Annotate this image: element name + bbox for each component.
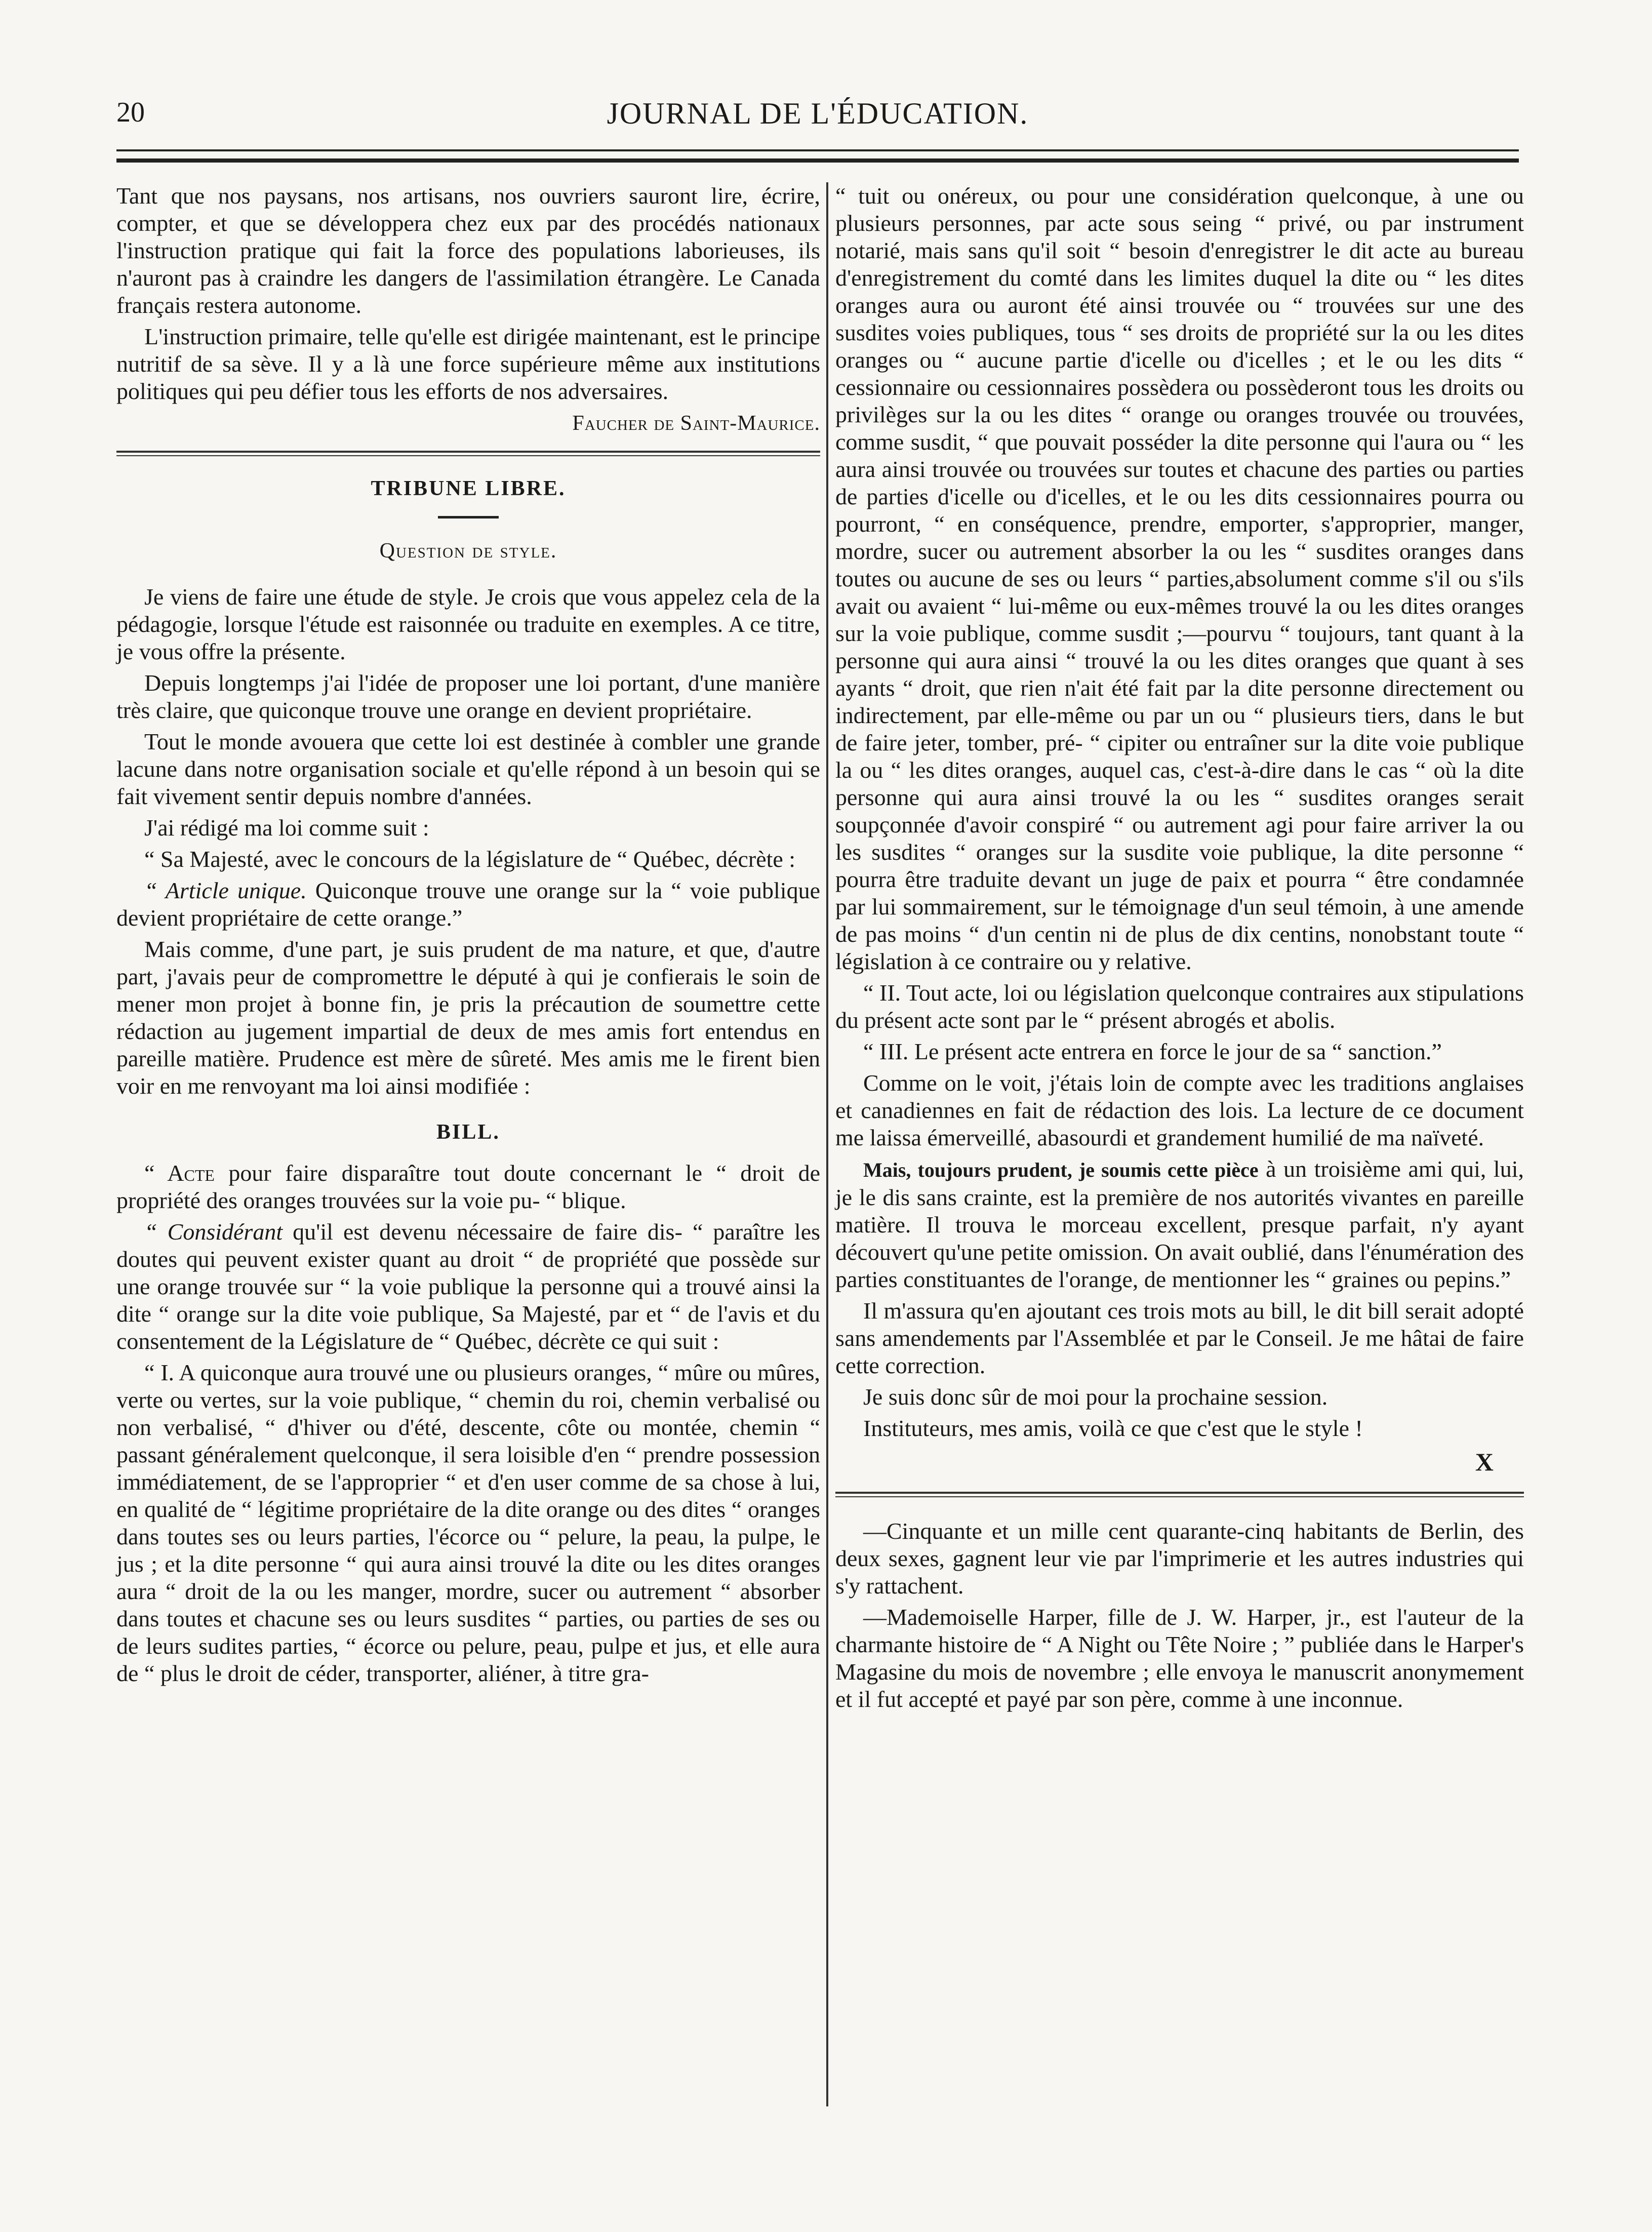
bill-article-2: “ II. Tout acte, loi ou législation quelconque contraires aux stipulations du présent acte sont par le “ présent abrogés et abolis. bbox=[835, 980, 1524, 1033]
commentary-paragraph: Il m'assura qu'en ajoutant ces trois mots au bill, le dit bill serait adopté sans amendements par l'Assemblée et par le Conseil. Je me hâtai de faire cette correction. bbox=[835, 1298, 1524, 1378]
commentary-paragraph: Je suis donc sûr de moi pour la prochaine session. bbox=[863, 1384, 1328, 1410]
article-paragraph: Mais comme, d'une part, je suis prudent de ma nature, et que, d'autre part, j'avais peur de compromettre le député à qui je confierais le soin de mener mon projet à bonne fin, je pris la précaution de soumettre cette rédaction au jugement impartial de deux de mes amis fort entendus en pareille matière. Prudence est mère de sûreté. Mes amis me le firent bien voir en me renvoyant ma loi ainsi modifiée : bbox=[116, 936, 820, 1099]
bill-continued: “ tuit ou onéreux, ou pour une considération quelconque, à une ou plusieurs personnes, par acte sous seing “ privé, ou par instrument notarié, mais sans qu'il soit “ besoin d'enregistrer le dit acte au bureau d'enregistrement du comté dans les limites duquel la dite ou “ les dites oranges aura ou auront été ainsi trouvée ou “ trouvées sur une des susdites voies publiques, tous “ ses droits de propriété sur la ou les dites oranges ou “ aucune partie d'icelle ou d'icelles ; et le ou les dits “ cessionnaire ou cessionnaires possèdera ou possèderont tous les droits ou privilèges sur la ou les dites “ orange ou oranges trouvée ou trouvées, comme susdit, “ que pouvait posséder la dite personne qui l'aura ou “ les aura ainsi trouvée ou trouvées sur toutes et chacune des parties ou parties de parties d'icelle ou d'icelles, et le ou les dits cessionnaires pourra ou pourront, “ en conséquence, prendre, emporter, s'approprier, manger, mordre, sucer ou autrement absorber la ou les “ susdites oranges dans toutes ou aucune de ses ou leurs “ parties,absolument comme s'il ou s'ils avait ou avaient “ lui-même ou eux-mêmes trouvé la ou les dites oranges sur la voie publique, comme susdit ;—pourvu “ toujours, tant quant à la personne qui aura ainsi “ trouvé la ou les dites oranges que quant à ses ayants “ droit, que rien n'ait été fait par la dite personne directement ou indirectement, par elle-même ou par un ou “ plusieurs tiers, dans le but de faire jeter, tomber, pré- “ cipiter ou entraîner sur la dite voie publique la ou “ les dites oranges, auquel cas, c'est-à-dire dans le cas “ où la dite personne qui aura ainsi trouvé la ou les “ susdites oranges serait soupçonnée d'avoir conspiré “ ou autrement agi pour faire arriver la ou les susdites “ oranges sur la susdite voie publique, la dite personne “ pourra être traduite devant un juge de paix et pourra “ être condamnée par lui sommairement, sur le témoignage d'un seul témoin, à une amende de pas moins “ d'un centin ni de plus de dix centins, nonobstant toute “ législation à ce contraire ou y relative. bbox=[835, 183, 1524, 974]
commentary-paragraph: Instituteurs, mes amis, voilà ce que c'est que le style ! bbox=[863, 1415, 1363, 1441]
author-signature: Faucher de Saint-Maurice. bbox=[572, 412, 820, 435]
article-paragraph: Je viens de faire une étude de style. Je crois que vous appelez cela de la pédagogie, lorsque l'étude est raisonnée ou traduite en exemples. A ce titre, je vous offre la présente. bbox=[116, 584, 820, 664]
intro-paragraph: Tant que nos paysans, nos artisans, nos ouvriers sauront lire, écrire, compter, et que se développera chez eux par des procédés nationaux l'instruction pratique qui fait la force des populations laborieuses, ils n'auront pas à craindre les dangers de l'assimilation étrangère. Le Canada français restera autonome. bbox=[116, 183, 820, 318]
commentary-paragraph bbox=[835, 1155, 1524, 1293]
law-quote-article bbox=[116, 877, 820, 932]
acte-label: “ Acte bbox=[144, 1160, 215, 1186]
title-underline bbox=[438, 516, 499, 519]
bill-article-1: “ I. A quiconque aura trouvé une ou plusieurs oranges, “ mûre ou mûres, verte ou vertes, sur la voie publique, “ chemin du roi, chemin verbalisé ou non verbalisé, “ d'hiver ou d'été, descente, côte ou montée, chemin “ passant généralement quelconque, il sera loisible d'en “ prendre possession immédiatement, de se l'approprier “ et d'en user comme de sa chose à lui, en qualité de “ légitime propriétaire de la dite orange ou des dites “ oranges dans toutes ses ou leurs parties, l'écorce ou “ pelure, la peau, la pulpe, le jus ; et la dite personne “ qui aura ainsi trouvé la dite ou les dites oranges aura “ droit de la ou les manger, mordre, sucer ou autrement “ absorber dans toutes et chacune ses ou leurs susdites “ parties, ou parties de ses ou de leurs sudites parties, “ écorce ou pelure, peau, pulpe et jus, et elle aura de “ plus le droit de céder, transporter, aliéner, à titre gra- bbox=[116, 1360, 820, 1686]
header-rule bbox=[116, 149, 1519, 163]
bill-acte bbox=[116, 1160, 820, 1214]
section-rule bbox=[116, 451, 820, 456]
article-paragraph: J'ai rédigé ma loi comme suit : bbox=[144, 815, 429, 841]
article-signoff: X bbox=[1475, 1448, 1494, 1476]
section-rule bbox=[835, 1492, 1524, 1497]
bill-considerant bbox=[116, 1218, 820, 1355]
section-subtitle: Question de style. bbox=[379, 539, 557, 563]
section-title: TRIBUNE LIBRE. bbox=[371, 477, 566, 500]
article-paragraph: Tout le monde avouera que cette loi est destinée à combler une grande lacune dans notre organisation sociale et qu'elle répond à un besoin qui se fait vivement sentir depuis nombre d'années. bbox=[116, 729, 820, 809]
considerant-text: qu'il est devenu nécessaire de faire dis- “ paraître les doutes qui peuvent exister quant au droit “ de propriété que possède sur une orange trouvée sur “ la voie publique la personne qui a trouvé ainsi la dite “ orange sur la dite voie publique, Sa Majesté, par et “ de l'avis et du consentement de la Législature de “ Québec, décrète ce qui suit : bbox=[116, 1219, 821, 1354]
column-divider bbox=[826, 182, 828, 2106]
bill-article-3: “ III. Le présent acte entrera en force le jour de sa “ sanction.” bbox=[863, 1039, 1442, 1064]
page-number: 20 bbox=[116, 97, 145, 128]
journal-title: JOURNAL DE L'ÉDUCATION. bbox=[607, 97, 1029, 130]
article-text: Quiconque trouve une orange sur la “ voie publique devient propriétaire de cette orange.” bbox=[116, 878, 821, 931]
page-header bbox=[116, 96, 1519, 142]
news-item: —Cinquante et un mille cent quarante-cinq habitants de Berlin, des deux sexes, gagnent leur vie par l'imprimerie et les autres industries qui s'y rattachent. bbox=[835, 1518, 1524, 1599]
bill-title: BILL. bbox=[436, 1121, 500, 1144]
acte-text: pour faire disparaître tout doute concernant le “ droit de propriété des oranges trouvées sur la voie pu- “ blique. bbox=[116, 1160, 820, 1213]
commentary-paragraph: Comme on le voit, j'étais loin de compte avec les traditions anglaises et canadiennes en fait de rédaction des lois. La lecture de ce document me laissa émerveillé, abasourdi et grandement humilié de ma naïveté. bbox=[835, 1070, 1524, 1150]
considerant-label: “ Considérant bbox=[144, 1219, 283, 1245]
article-paragraph: Depuis longtemps j'ai l'idée de proposer une loi portant, d'une manière très claire, que quiconque trouve une orange en devient propriétaire. bbox=[116, 670, 820, 723]
commentary-text: à un troisième ami qui, lui, je le dis sans crainte, est la première de nos autorités vivantes en pareille matière. Il trouva le morceau excellent, presque parfait, n'y ayant découvert qu'une petite omission. On avait oublié, dans l'énumération des parties constituantes de l'orange, de mentionner les “ graines ou pepins.” bbox=[835, 1156, 1524, 1292]
article-label: “ Article unique. bbox=[144, 878, 307, 903]
intro-paragraph: L'instruction primaire, telle qu'elle est dirigée maintenant, est le principe nutritif de sa sève. Il y a là une force supérieure même aux institutions politiques qui peu défier tous les efforts de nos adversaires. bbox=[116, 324, 820, 404]
left-column bbox=[116, 182, 820, 2171]
right-column bbox=[835, 182, 1524, 2171]
law-quote: “ Sa Majesté, avec le concours de la législature de “ Québec, décrète : bbox=[144, 846, 796, 872]
commentary-bold: Mais, toujours prudent, je soumis cette pièce bbox=[863, 1159, 1259, 1181]
news-item: —Mademoiselle Harper, fille de J. W. Harper, jr., est l'auteur de la charmante histoire de “ A Night ou Tête Noire ; ” publiée dans le Harper's Magasine du mois de novembre ; elle envoya le manuscrit anonymement et il fut accepté et payé par son père, comme à une inconnue. bbox=[835, 1604, 1524, 1712]
